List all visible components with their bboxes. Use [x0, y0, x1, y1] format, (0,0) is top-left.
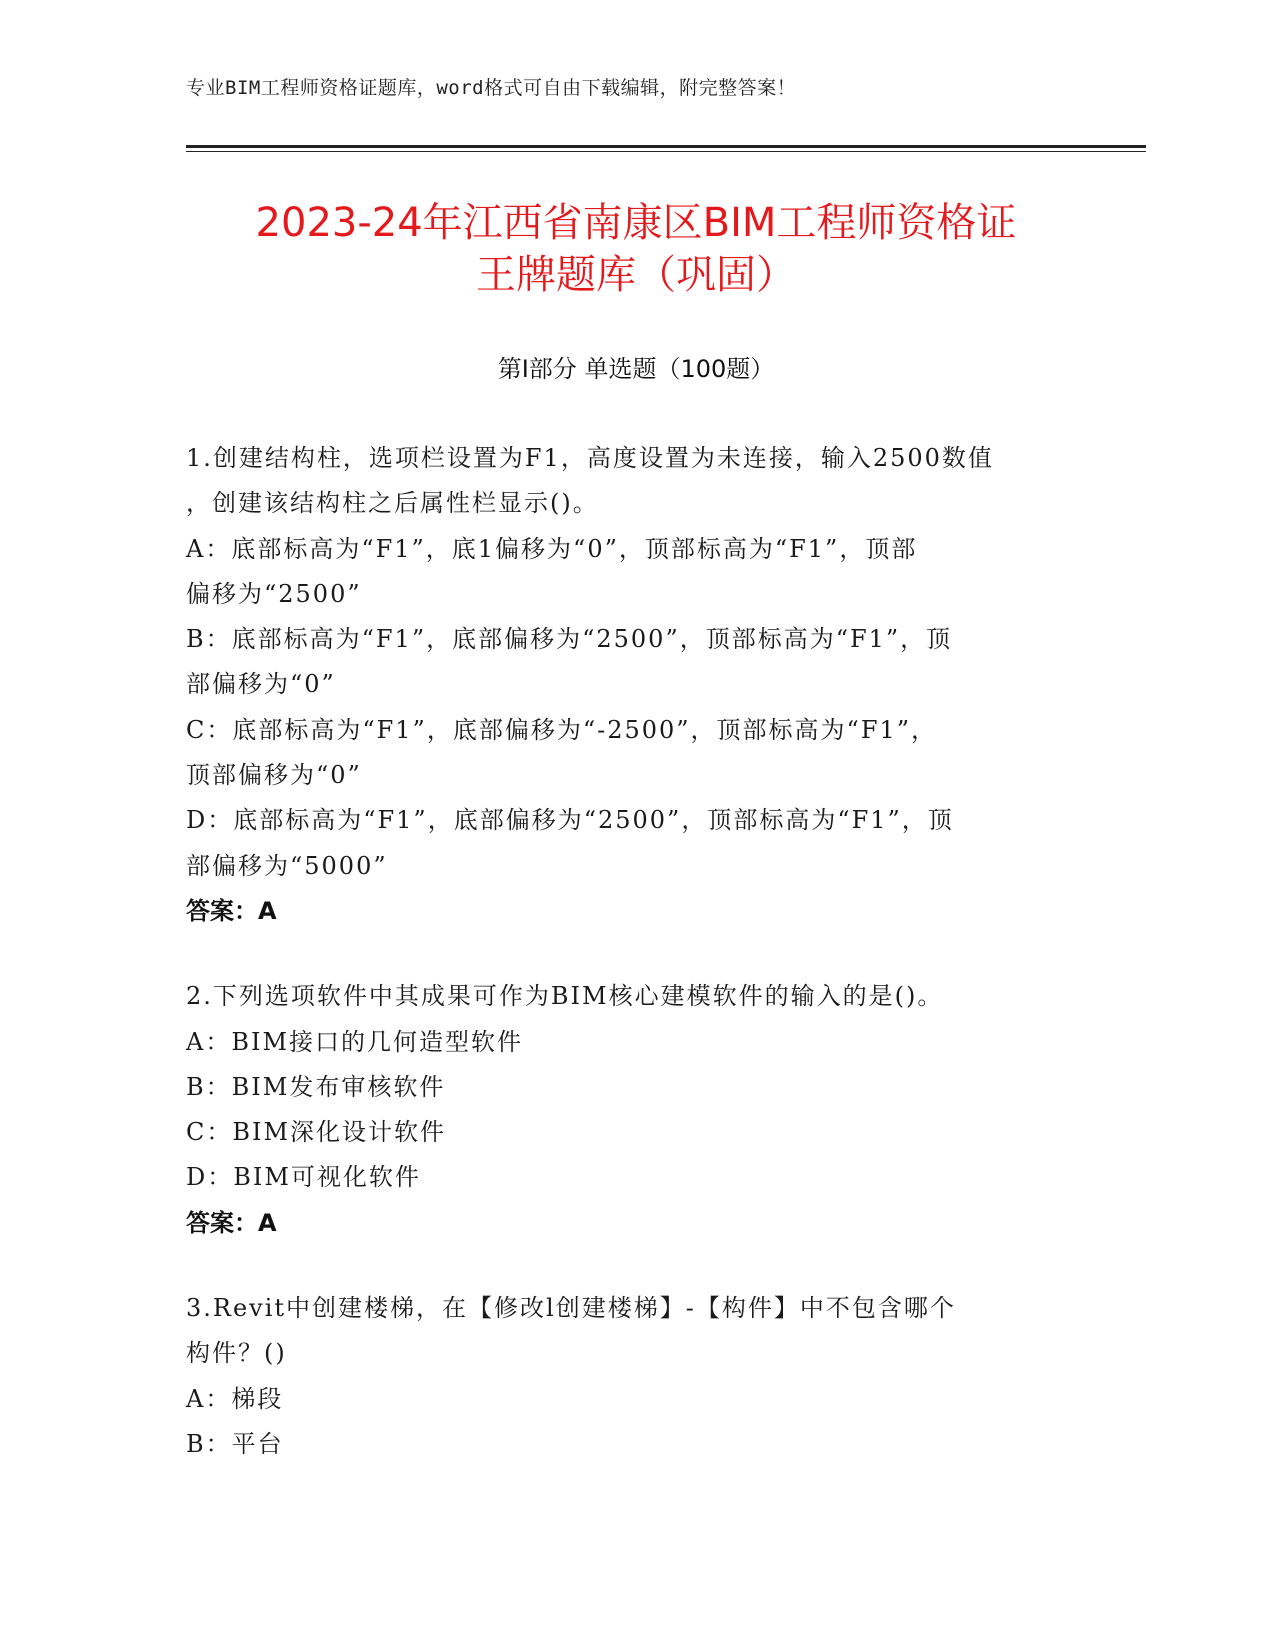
- question-1-option-c: C：底部标高为“F1”，底部偏移为“-2500”，顶部标高为“F1”，: [186, 715, 938, 744]
- section-heading: 第Ⅰ部分 单选题（100题）: [497, 355, 775, 383]
- question-3-stem-line-1: 3.Revit中创建楼梯，在【修改l创建楼梯】-【构件】中不包含哪个: [186, 1294, 956, 1323]
- question-1-stem-line-1: 1.创建结构柱，选项栏设置为F1，高度设置为未连接，输入2500数值: [186, 444, 994, 472]
- question-3-option-b: B：平台: [186, 1429, 284, 1458]
- question-2-answer: 答案：A: [186, 1208, 277, 1237]
- question-1-option-b-cont: 部偏移为“0”: [186, 670, 336, 699]
- question-1: [186, 436, 1086, 934]
- header-rule-thin: [186, 151, 1146, 152]
- question-1-stem-line-2: ，创建该结构柱之后属性栏显示()。: [186, 489, 599, 518]
- question-1-option-a-cont: 偏移为“2500”: [186, 579, 362, 608]
- question-2-option-a: A：BIM接口的几何造型软件: [186, 1027, 524, 1056]
- question-2: [186, 974, 1086, 1246]
- question-2-option-d: D：BIM可视化软件: [186, 1163, 421, 1192]
- question-1-option-a: A：底部标高为“F1”，底1偏移为“0”，顶部标高为“F1”，顶部: [186, 534, 918, 563]
- question-3-option-a: A：梯段: [186, 1384, 284, 1413]
- document-title-line-2: 王牌题库（巩固）: [476, 252, 796, 298]
- question-1-option-c-cont: 顶部偏移为“0”: [186, 761, 362, 790]
- question-2-stem: 2.下列选项软件中其成果可作为BIM核心建模软件的输入的是()。: [186, 982, 944, 1011]
- question-2-option-b: B：BIM发布审核软件: [186, 1072, 446, 1101]
- question-2-option-c: C：BIM深化设计软件: [186, 1118, 447, 1147]
- header-note: 专业BIM工程师资格证题库，word格式可自由下载编辑，附完整答案！: [186, 77, 797, 99]
- header-rule-thick: [186, 145, 1146, 148]
- document-title-line-1: 2023-24年江西省南康区BIM工程师资格证: [255, 200, 1017, 246]
- question-3-stem-line-2: 构件？(): [186, 1339, 287, 1368]
- question-3: [186, 1286, 1086, 1467]
- question-1-answer: 答案：A: [186, 896, 277, 925]
- question-list: [186, 436, 1086, 1507]
- question-1-option-d-cont: 部偏移为“5000”: [186, 851, 388, 880]
- question-1-option-b: B：底部标高为“F1”，底部偏移为“2500”，顶部标高为“F1”，顶: [186, 625, 953, 654]
- question-1-option-d: D：底部标高为“F1”，底部偏移为“2500”，顶部标高为“F1”，顶: [186, 806, 954, 835]
- document-title: [186, 197, 1086, 301]
